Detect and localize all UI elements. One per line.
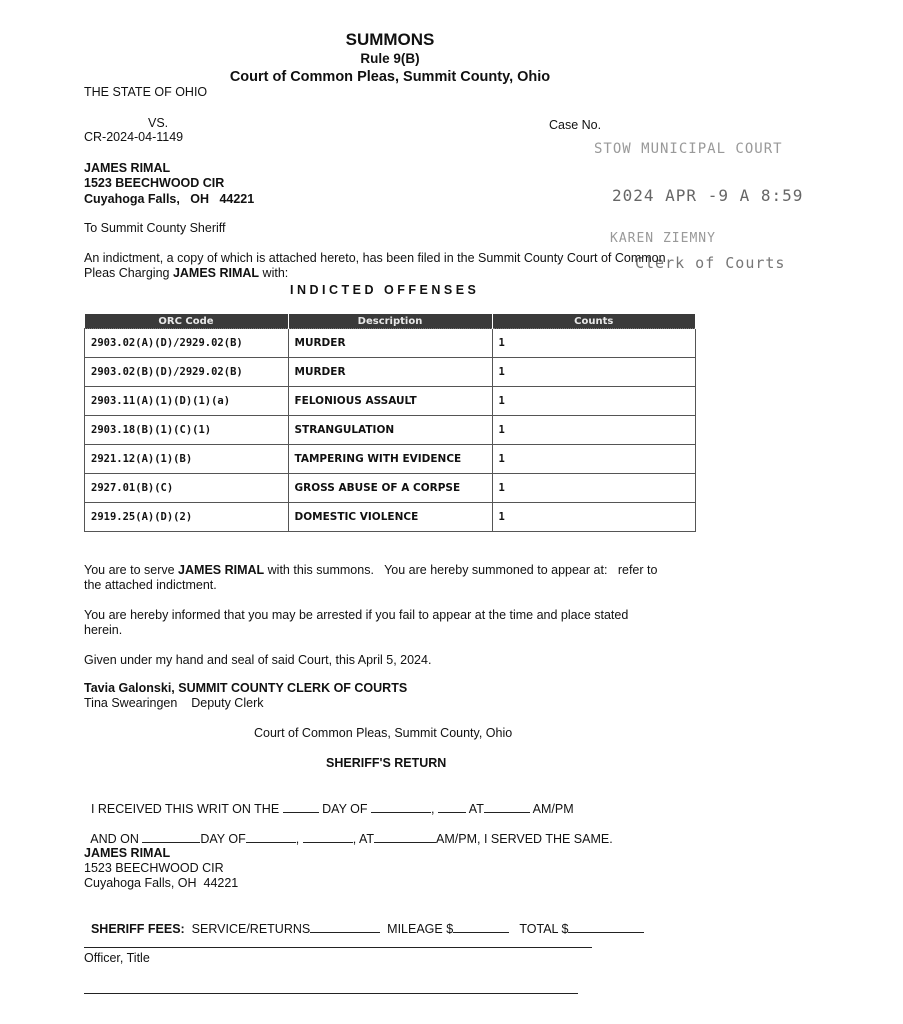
plaintiff: THE STATE OF OHIO [84, 85, 208, 99]
defendant-street: 1523 BEECHWOOD CIR [84, 176, 225, 190]
case-number: CR-2024-04-1149 [84, 130, 184, 144]
defendant-name: JAMES RIMAL [84, 161, 171, 175]
table-row [85, 503, 696, 532]
rule-label: Rule 9(B) [360, 51, 420, 66]
fees-label: SHERIFF FEES: [90, 922, 185, 936]
charging-name: JAMES RIMAL [172, 266, 260, 280]
counts-cell: 1 [492, 416, 696, 445]
table-row [85, 329, 696, 358]
served-ampm: AM/PM, I SERVED THE SAME. [436, 832, 613, 846]
served-comma: , [295, 832, 300, 846]
sheriff-addressee: To Summit County Sheriff [84, 221, 226, 235]
orc-code-cell: 2903.02(B)(D)/2929.02(B) [85, 358, 289, 387]
fees-mileage-field[interactable] [453, 921, 509, 933]
orc-code-cell: 2927.01(B)(C) [85, 474, 289, 503]
description-cell: MURDER [288, 358, 492, 387]
orc-code-cell: 2903.18(B)(1)(C)(1) [85, 416, 289, 445]
orc-code-cell: 2921.12(A)(1)(B) [85, 445, 289, 474]
counts-cell: 1 [492, 358, 696, 387]
table-row [85, 387, 696, 416]
received-month-field[interactable] [371, 801, 431, 813]
counts-cell: 1 [492, 329, 696, 358]
defendant-city: Cuyahoga Falls, OH 44221 [84, 192, 255, 206]
served-text-2: DAY OF [200, 832, 246, 846]
table-row [85, 416, 696, 445]
fees-mileage-label: MILEAGE $ [387, 922, 454, 936]
deputy-clerk: Tina Swearingen Deputy Clerk [84, 696, 264, 710]
served-month-field[interactable] [246, 831, 296, 843]
indictment-charging-line [84, 266, 288, 280]
orc-code-cell: 2919.25(A)(D)(2) [85, 503, 289, 532]
return-defendant-street: 1523 BEECHWOOD CIR [84, 861, 224, 875]
table-row [85, 474, 696, 503]
offenses-table [84, 314, 696, 532]
case-no-label: Case No. [549, 118, 602, 132]
clerk-name: Tavia Galonski, SUMMIT COUNTY CLERK OF COURTS [84, 681, 408, 695]
fees-service-label: SERVICE/RETURNS [191, 922, 311, 936]
court-name: Court of Common Pleas, Summit County, Ohio [229, 69, 551, 85]
counts-cell: 1 [492, 474, 696, 503]
return-court-name: Court of Common Pleas, Summit County, Ohio [254, 726, 513, 740]
received-ampm: AM/PM [532, 802, 574, 816]
column-header-orc-code: ORC Code [85, 314, 289, 329]
warning-line-2: herein. [84, 623, 123, 637]
counts-cell: 1 [492, 503, 696, 532]
table-row [85, 445, 696, 474]
serve-suffix: with this summons. You are hereby summoned to appear at: refer to [264, 563, 658, 577]
serve-prefix: You are to serve [84, 563, 179, 577]
officer-signature-line[interactable] [84, 947, 592, 948]
bottom-signature-line[interactable] [84, 993, 578, 994]
description-cell: TAMPERING WITH EVIDENCE [288, 445, 492, 474]
counts-cell: 1 [492, 387, 696, 416]
description-cell: MURDER [288, 329, 492, 358]
stamp-court-line: STOW MUNICIPAL COURT [594, 141, 783, 157]
serve-paragraph [84, 563, 704, 593]
warning-paragraph [84, 608, 704, 638]
received-text-1: I RECEIVED THIS WRIT ON THE [90, 802, 280, 816]
table-row [85, 358, 696, 387]
column-header-counts: Counts [492, 314, 696, 329]
fees-total-label: TOTAL $ [519, 922, 569, 936]
fees-service-field[interactable] [310, 921, 380, 933]
offenses-heading: INDICTED OFFENSES [290, 283, 480, 297]
officer-title-label: Officer, Title [84, 951, 150, 965]
fees-total-field[interactable] [568, 921, 644, 933]
received-text-at: AT [468, 802, 484, 816]
served-line [84, 817, 613, 846]
orc-code-cell: 2903.02(A)(D)/2929.02(B) [85, 329, 289, 358]
served-time-field[interactable] [374, 831, 436, 843]
stamp-date-line: 2024 APR -9 A 8:59 [612, 186, 804, 205]
charging-prefix: Pleas Charging [84, 266, 173, 280]
stamp-title-line: Clerk of Courts [635, 254, 786, 272]
sheriff-fees-line [84, 907, 644, 936]
document-title: SUMMONS [345, 30, 435, 49]
description-cell: GROSS ABUSE OF A CORPSE [288, 474, 492, 503]
charging-suffix: with: [259, 266, 289, 280]
versus-label: VS. [148, 116, 169, 130]
description-cell: DOMESTIC VIOLENCE [288, 503, 492, 532]
serve-line-1 [84, 563, 704, 578]
serve-line-2: the attached indictment. [84, 578, 217, 592]
return-heading: SHERIFF'S RETURN [326, 756, 447, 770]
return-defendant-city: Cuyahoga Falls, OH 44221 [84, 876, 239, 890]
served-text-1: AND ON [90, 832, 139, 846]
orc-code-cell: 2903.11(A)(1)(D)(1)(a) [85, 387, 289, 416]
received-line [84, 787, 574, 816]
serve-name: JAMES RIMAL [178, 563, 265, 577]
return-defendant-name: JAMES RIMAL [84, 846, 171, 860]
warning-line-1: You are hereby informed that you may be arrested if you fail to appear at the time and place stated [84, 608, 629, 622]
given-statement: Given under my hand and seal of said Court, this April 5, 2024. [84, 653, 432, 667]
description-cell: STRANGULATION [288, 416, 492, 445]
column-header-description: Description [288, 314, 492, 329]
served-day-field[interactable] [142, 831, 200, 843]
stamp-clerk-line: KAREN ZIEMNY [610, 231, 716, 246]
counts-cell: 1 [492, 445, 696, 474]
served-year-field[interactable] [303, 831, 353, 843]
served-text-at: , AT [352, 832, 375, 846]
received-time-field[interactable] [484, 801, 530, 813]
description-cell: FELONIOUS ASSAULT [288, 387, 492, 416]
table-header-row [85, 314, 696, 329]
received-year-field[interactable] [438, 801, 466, 813]
received-day-field[interactable] [283, 801, 319, 813]
indictment-text: An indictment, a copy of which is attached hereto, has been filed in the Summit County Court of Common [84, 251, 666, 265]
received-text-2: DAY OF [322, 802, 368, 816]
received-comma: , [431, 802, 435, 816]
